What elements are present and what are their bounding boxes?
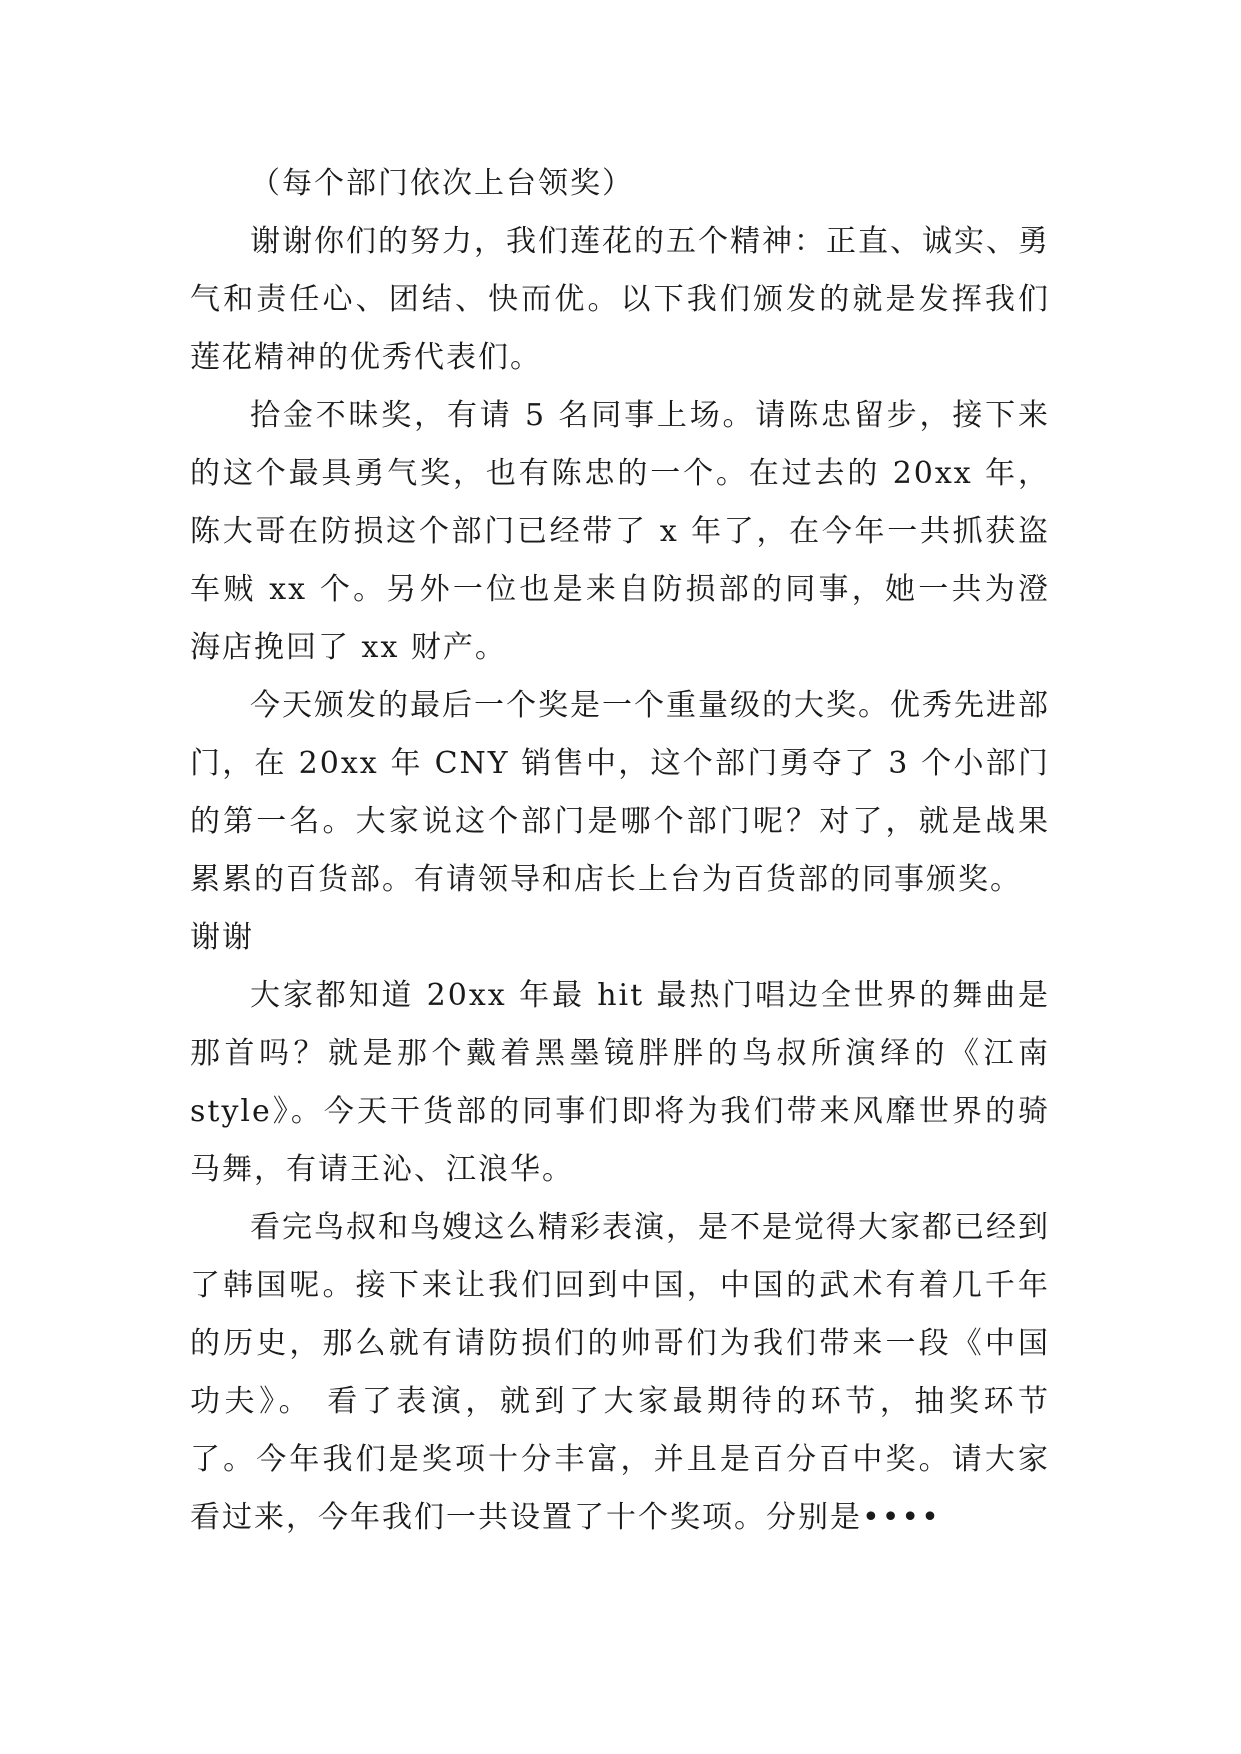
paragraph-kungfu-lottery: 看完鸟叔和鸟嫂这么精彩表演，是不是觉得大家都已经到了韩国呢。接下来让我们回到中国，中国的武术有着几千年的历史，那么就有请防损们的帅哥们为我们带来一段《中国功夫》。 看了表演，就到了大家最期待的环节，抽奖环节了。今年我们是奖项十分丰富，并且是百分百中奖。请大家看过来，今年我们一共设置了十个奖项。分别是•••• (190, 1210, 1050, 1535)
paragraph-gangnam-style: 大家都知道 20xx 年最 hit 最热门唱边全世界的舞曲是那首吗？就是那个戴着黑墨镜胖胖的鸟叔所演绎的《江南 style》。今天干货部的同事们即将为我们带来风靡世界的骑马舞，有请王沁、江浪华。 (190, 978, 1050, 1187)
paragraph-award-intro: （每个部门依次上台领奖） (250, 166, 634, 201)
paragraph-lotus-spirit: 谢谢你们的努力，我们莲花的五个精神：正直、诚实、勇气和责任心、团结、快而优。以下我们颁发的就是发挥我们莲花精神的优秀代表们。 (190, 224, 1050, 375)
paragraph-honesty-award: 拾金不昧奖，有请 5 名同事上场。请陈忠留步，接下来的这个最具勇气奖，也有陈忠的一个。在过去的 20xx 年，陈大哥在防损这个部门已经带了 x 年了，在今年一共抓获盗车贼 xx 个。另外一位也是来自防损部的同事，她一共为澄海店挽回了 xx 财产。 (190, 398, 1050, 665)
paragraph-thanks: 谢谢 (190, 920, 254, 955)
document-page (190, 155, 1050, 1547)
paragraph-best-department: 今天颁发的最后一个奖是一个重量级的大奖。优秀先进部门，在 20xx 年 CNY 销售中，这个部门勇夺了 3 个小部门的第一名。大家说这个部门是哪个部门呢？对了，就是战果累累的百货部。有请领导和店长上台为百货部的同事颁奖。 (190, 688, 1050, 897)
